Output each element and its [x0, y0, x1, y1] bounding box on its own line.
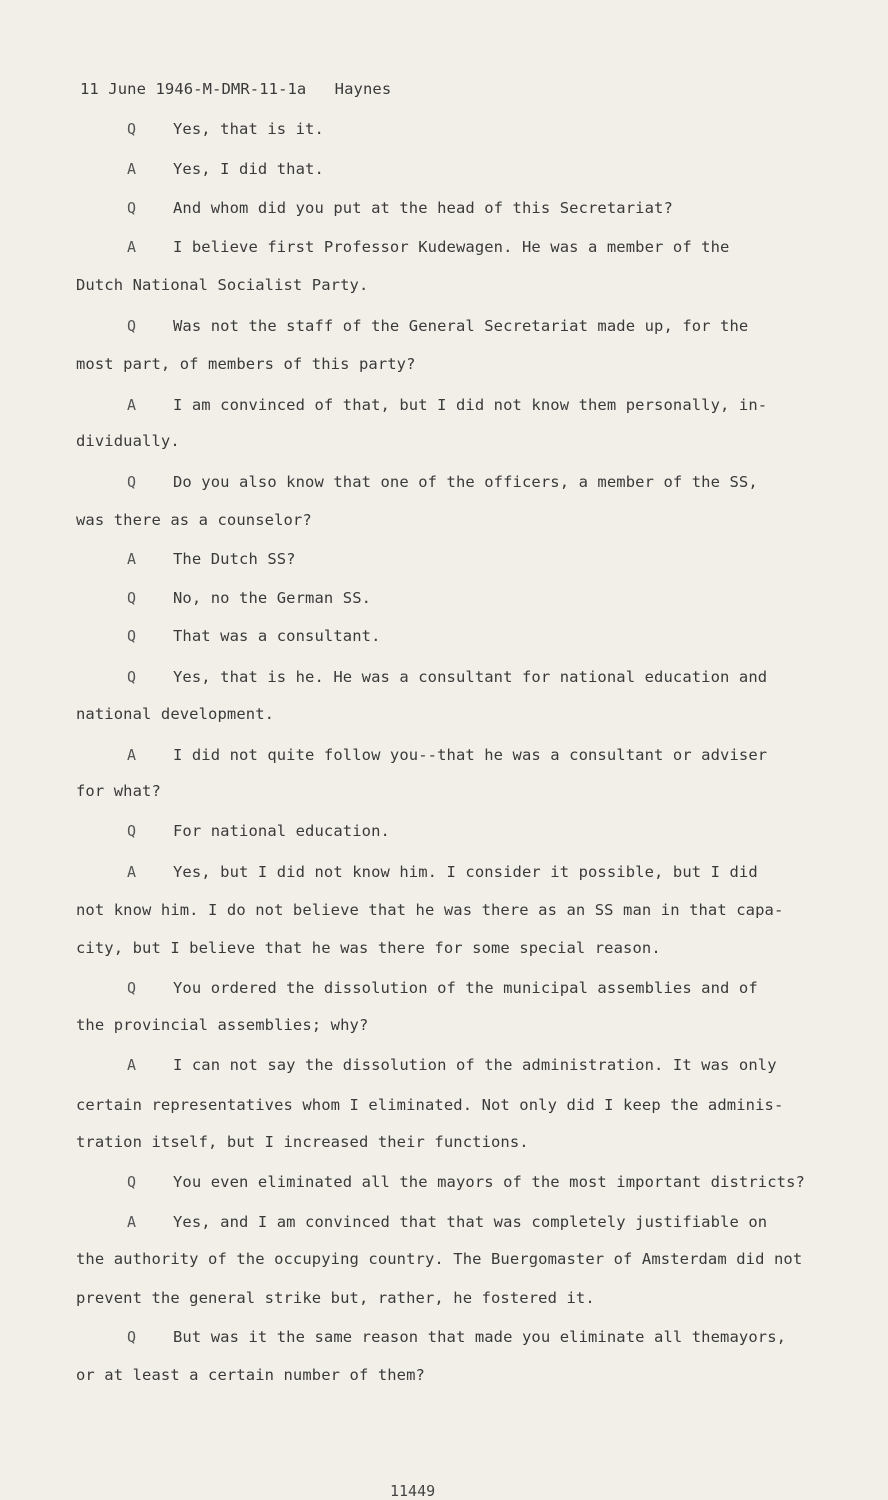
- dialogue-line: I did not quite follow you--that he was a consultant or adviser: [173, 746, 768, 764]
- speaker-marker: Q: [127, 120, 137, 138]
- dialogue-line: No, no the German SS.: [173, 589, 372, 607]
- dialogue-continuation: most part, of members of this party?: [76, 355, 416, 373]
- header-reference: 11 June 1946-M-DMR-11-1a: [80, 80, 307, 98]
- dialogue-continuation: for what?: [76, 782, 161, 800]
- speaker-marker: Q: [127, 317, 137, 335]
- dialogue-line: The Dutch SS?: [173, 550, 296, 568]
- dialogue-continuation: or at least a certain number of them?: [76, 1366, 425, 1384]
- dialogue-line: For national education.: [173, 822, 390, 840]
- page-number: 11449: [390, 1482, 436, 1500]
- dialogue-line: Yes, that is he. He was a consultant for national education and: [173, 668, 768, 686]
- speaker-marker: Q: [127, 668, 137, 686]
- dialogue-line: But was it the same reason that made you eliminate all themayors,: [173, 1328, 787, 1346]
- speaker-marker: A: [127, 160, 137, 178]
- dialogue-continuation: dividually.: [76, 432, 180, 450]
- dialogue-line: I believe first Professor Kudewagen. He was a member of the: [173, 238, 730, 256]
- dialogue-line: That was a consultant.: [173, 627, 381, 645]
- dialogue-continuation: Dutch National Socialist Party.: [76, 276, 369, 294]
- speaker-marker: A: [127, 1056, 137, 1074]
- speaker-marker: Q: [127, 979, 137, 997]
- dialogue-line: I am convinced of that, but I did not know them personally, in-: [173, 396, 768, 414]
- dialogue-line: Yes, that is it.: [173, 120, 324, 138]
- dialogue-line: Yes, I did that.: [173, 160, 324, 178]
- dialogue-line: You ordered the dissolution of the municipal assemblies and of: [173, 979, 758, 997]
- speaker-marker: Q: [127, 627, 137, 645]
- speaker-marker: A: [127, 396, 137, 414]
- dialogue-line: And whom did you put at the head of this Secretariat?: [173, 199, 673, 217]
- speaker-marker: A: [127, 746, 137, 764]
- dialogue-continuation: national development.: [76, 705, 275, 723]
- dialogue-continuation: the authority of the occupying country. The Buergomaster of Amsterdam did not: [76, 1250, 803, 1268]
- dialogue-continuation: not know him. I do not believe that he was there as an SS man in that capa-: [76, 901, 784, 919]
- dialogue-continuation: prevent the general strike but, rather, he fostered it.: [76, 1289, 595, 1307]
- speaker-marker: Q: [127, 1328, 137, 1346]
- speaker-marker: A: [127, 238, 137, 256]
- speaker-marker: Q: [127, 473, 137, 491]
- dialogue-line: Do you also know that one of the officers, a member of the SS,: [173, 473, 758, 491]
- dialogue-continuation: was there as a counselor?: [76, 511, 312, 529]
- dialogue-line: Was not the staff of the General Secretariat made up, for the: [173, 317, 749, 335]
- dialogue-line: Yes, and I am convinced that that was completely justifiable on: [173, 1213, 768, 1231]
- speaker-marker: A: [127, 1213, 137, 1231]
- dialogue-continuation: the provincial assemblies; why?: [76, 1016, 369, 1034]
- dialogue-line: Yes, but I did not know him. I consider it possible, but I did: [173, 863, 758, 881]
- dialogue-continuation: tration itself, but I increased their functions.: [76, 1133, 529, 1151]
- header-witness: Haynes: [334, 80, 392, 98]
- speaker-marker: Q: [127, 1173, 137, 1191]
- speaker-marker: A: [127, 863, 137, 881]
- document-header: [80, 80, 391, 98]
- speaker-marker: A: [127, 550, 137, 568]
- speaker-marker: Q: [127, 199, 137, 217]
- dialogue-continuation: certain representatives whom I eliminated. Not only did I keep the adminis-: [76, 1096, 784, 1114]
- speaker-marker: Q: [127, 589, 137, 607]
- dialogue-continuation: city, but I believe that he was there for some special reason.: [76, 939, 661, 957]
- speaker-marker: Q: [127, 822, 137, 840]
- dialogue-line: You even eliminated all the mayors of the most important districts?: [173, 1173, 805, 1191]
- dialogue-line: I can not say the dissolution of the administration. It was only: [173, 1056, 777, 1074]
